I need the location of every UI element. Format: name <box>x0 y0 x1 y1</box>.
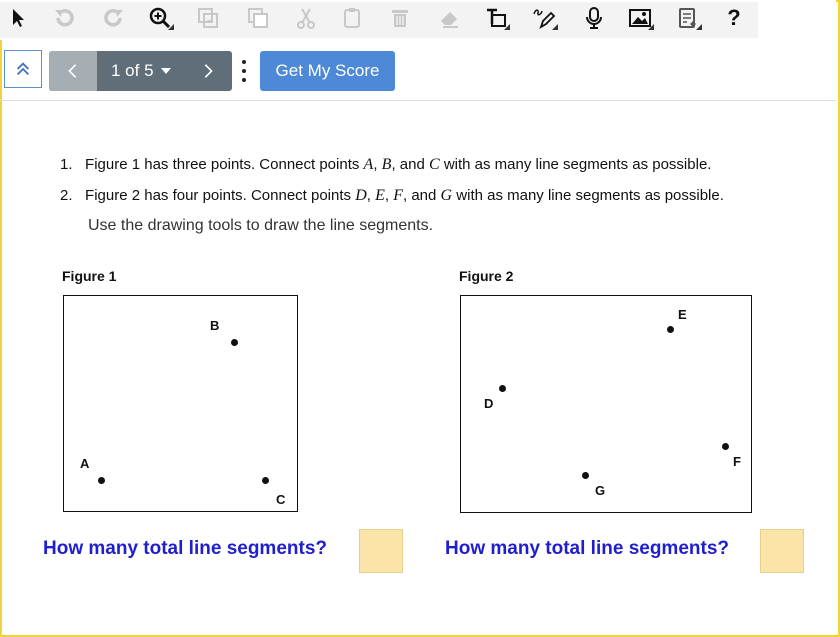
figure-1-title: Figure 1 <box>62 268 117 284</box>
question-1: 1. Figure 1 has three points. Connect points A, B, and C with as many line segments as possible. <box>60 156 712 173</box>
point-d-label: D <box>484 396 494 411</box>
instructions: Use the drawing tools to draw the line segments. <box>88 217 434 234</box>
point-g <box>582 472 589 479</box>
point-c <box>262 477 269 484</box>
segments-question-2: How many total line segments? <box>445 538 729 559</box>
caret-down-icon[interactable] <box>161 68 171 74</box>
redo-icon[interactable] <box>100 4 128 32</box>
point-d <box>499 385 506 392</box>
answer-box-2[interactable] <box>760 529 804 573</box>
page-selector[interactable]: 1 of 5 <box>111 61 154 80</box>
copy-icon[interactable] <box>194 4 222 32</box>
point-e <box>667 326 674 333</box>
point-e-label: E <box>678 307 687 322</box>
collapse-button[interactable] <box>4 50 42 88</box>
help-icon[interactable]: ? <box>727 5 741 30</box>
page-navigator <box>49 51 232 91</box>
chevron-left-icon <box>64 62 82 80</box>
point-f <box>722 443 729 450</box>
trash-icon[interactable] <box>386 4 414 32</box>
answer-box-1[interactable] <box>359 529 403 573</box>
eraser-icon[interactable] <box>436 4 464 32</box>
segments-question-1: How many total line segments? <box>43 538 327 559</box>
point-c-label: C <box>276 492 286 507</box>
toolbar <box>0 0 836 40</box>
microphone-icon[interactable] <box>580 4 608 32</box>
pointer-icon[interactable] <box>4 4 32 32</box>
point-a-label: A <box>80 456 90 471</box>
next-page-button[interactable] <box>184 51 232 91</box>
paste-icon[interactable] <box>338 4 366 32</box>
figure-2-box[interactable] <box>460 295 752 513</box>
image-icon[interactable] <box>626 4 654 32</box>
figure-2-title: Figure 2 <box>459 268 514 284</box>
duplicate-icon[interactable] <box>244 4 272 32</box>
point-f-label: F <box>733 454 741 469</box>
cut-icon[interactable] <box>292 4 320 32</box>
get-my-score-button[interactable]: Get My Score <box>260 51 395 91</box>
figure-1-box[interactable] <box>63 295 298 512</box>
more-options-icon[interactable] <box>239 58 249 84</box>
question-2: 2. Figure 2 has four points. Connect points D, E, F, and G with as many line segments as possible. <box>60 187 724 204</box>
point-b-label: B <box>210 318 220 333</box>
text-tool-icon[interactable] <box>482 4 510 32</box>
point-b <box>231 339 238 346</box>
zoom-in-icon[interactable] <box>146 4 174 32</box>
notes-icon[interactable] <box>674 4 702 32</box>
chevron-right-icon <box>199 62 217 80</box>
pen-tool-icon[interactable] <box>530 4 558 32</box>
point-a <box>98 477 105 484</box>
double-chevron-up-icon <box>14 60 32 78</box>
point-g-label: G <box>595 483 606 498</box>
undo-icon[interactable] <box>50 4 78 32</box>
divider <box>0 100 836 101</box>
prev-page-button[interactable] <box>49 51 97 91</box>
